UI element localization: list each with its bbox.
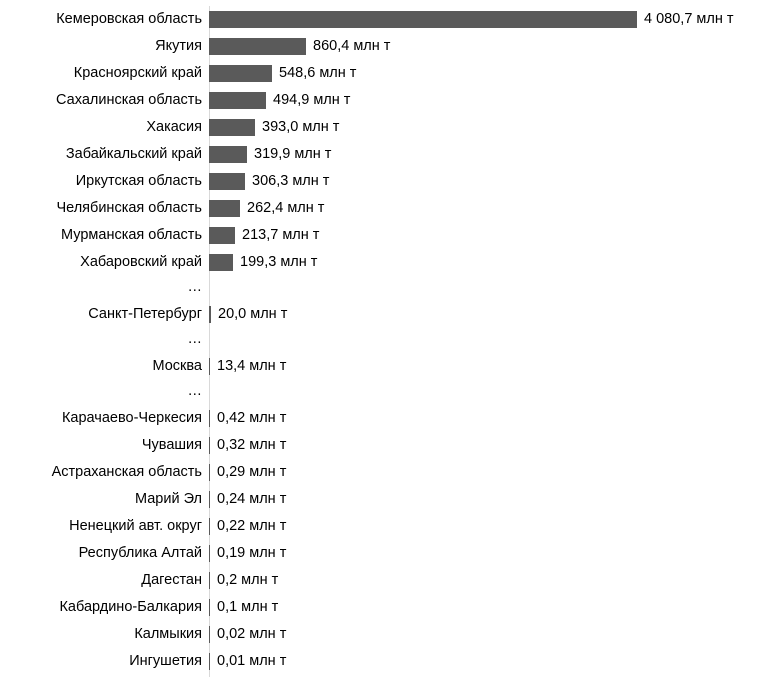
category-label: Челябинская область: [56, 200, 202, 216]
category-label: Хабаровский край: [80, 254, 202, 270]
bar-area: [209, 6, 761, 32]
bar[interactable]: [209, 92, 266, 109]
value-label: 213,7 млн т: [242, 227, 320, 243]
value-label: 0,32 млн т: [217, 437, 287, 453]
value-label: 494,9 млн т: [273, 92, 351, 108]
bar-area: [209, 87, 761, 113]
bar-area: [209, 648, 761, 674]
bar[interactable]: [209, 227, 235, 244]
bar-area: [209, 540, 761, 566]
category-label: Иркутская область: [75, 173, 202, 189]
chart-row: [0, 6, 761, 32]
bar[interactable]: [209, 11, 637, 28]
category-label: Кемеровская область: [56, 11, 202, 27]
chart-row: [0, 87, 761, 113]
category-label: Ингушетия: [129, 653, 202, 669]
bar-area: [209, 222, 761, 248]
chart-row: [0, 486, 761, 512]
bar-area: [209, 195, 761, 221]
chart-row: [0, 60, 761, 86]
category-label: Дагестан: [141, 572, 202, 588]
bar-area: [209, 486, 761, 512]
bar-area: [209, 141, 761, 167]
chart-row: [0, 195, 761, 221]
chart-row: [0, 33, 761, 59]
bar-area: [209, 114, 761, 140]
bar[interactable]: [209, 200, 240, 217]
value-label: 0,2 млн т: [217, 572, 279, 588]
value-label: 0,1 млн т: [217, 599, 279, 615]
chart-row: [0, 594, 761, 620]
bar-area: [209, 168, 761, 194]
category-label: Карачаево-Черкесия: [61, 410, 202, 426]
chart-row: [0, 249, 761, 275]
category-label: Астраханская область: [51, 464, 202, 480]
category-label: Калмыкия: [134, 626, 202, 642]
bar-area: [209, 567, 761, 593]
chart-row: [0, 301, 761, 327]
value-label: 13,4 млн т: [217, 358, 287, 374]
ellipsis-mark: …: [187, 279, 202, 295]
chart-row: [0, 621, 761, 647]
category-label: Кабардино-Балкария: [59, 599, 202, 615]
value-label: 319,9 млн т: [254, 146, 332, 162]
category-label: Забайкальский край: [65, 146, 202, 162]
value-label: 262,4 млн т: [247, 200, 325, 216]
category-label: Республика Алтай: [78, 545, 202, 561]
chart-row: [0, 353, 761, 379]
category-label: Мурманская область: [61, 227, 202, 243]
bar[interactable]: [209, 119, 255, 136]
bar[interactable]: [209, 65, 272, 82]
chart-row: [0, 114, 761, 140]
chart-row: [0, 168, 761, 194]
bar[interactable]: [209, 146, 247, 163]
value-label: 0,24 млн т: [217, 491, 287, 507]
bar-area: [209, 621, 761, 647]
bar[interactable]: [209, 38, 306, 55]
ellipsis-mark: …: [187, 383, 202, 399]
category-label: Санкт-Петербург: [88, 306, 202, 322]
ellipsis-mark: …: [187, 331, 202, 347]
category-label: Марий Эл: [135, 491, 202, 507]
value-label: 306,3 млн т: [252, 173, 330, 189]
value-label: 860,4 млн т: [313, 38, 391, 54]
value-label: 0,19 млн т: [217, 545, 287, 561]
category-label: Якутия: [155, 38, 202, 54]
chart-row: [0, 222, 761, 248]
bar-area: [209, 249, 761, 275]
bar-area: [209, 432, 761, 458]
value-label: 0,01 млн т: [217, 653, 287, 669]
bar-area: [209, 301, 761, 327]
category-label: Чувашия: [141, 437, 202, 453]
chart-row: [0, 540, 761, 566]
value-label: 4 080,7 млн т: [644, 11, 734, 27]
chart-row: [0, 432, 761, 458]
value-label: 393,0 млн т: [262, 119, 340, 135]
category-label: Сахалинская область: [56, 92, 202, 108]
chart-row: [0, 459, 761, 485]
category-label: Москва: [152, 358, 202, 374]
chart-row: [0, 513, 761, 539]
bar-area: [209, 459, 761, 485]
bar[interactable]: [209, 254, 233, 271]
bar-area: [209, 513, 761, 539]
chart-row: [0, 141, 761, 167]
bar-area: [209, 60, 761, 86]
value-label: 199,3 млн т: [240, 254, 318, 270]
chart-row: [0, 648, 761, 674]
category-label: Красноярский край: [73, 65, 202, 81]
category-label: Ненецкий авт. округ: [69, 518, 202, 534]
value-label: 0,02 млн т: [217, 626, 287, 642]
value-label: 0,22 млн т: [217, 518, 287, 534]
value-label: 0,29 млн т: [217, 464, 287, 480]
value-label: 0,42 млн т: [217, 410, 287, 426]
bar-area: [209, 353, 761, 379]
chart-row: [0, 567, 761, 593]
bar[interactable]: [209, 173, 245, 190]
bar-area: [209, 405, 761, 431]
bar-area: [209, 33, 761, 59]
value-label: 548,6 млн т: [279, 65, 357, 81]
chart-row: [0, 405, 761, 431]
value-label: 20,0 млн т: [218, 306, 288, 322]
bar-area: [209, 594, 761, 620]
category-label: Хакасия: [146, 119, 202, 135]
